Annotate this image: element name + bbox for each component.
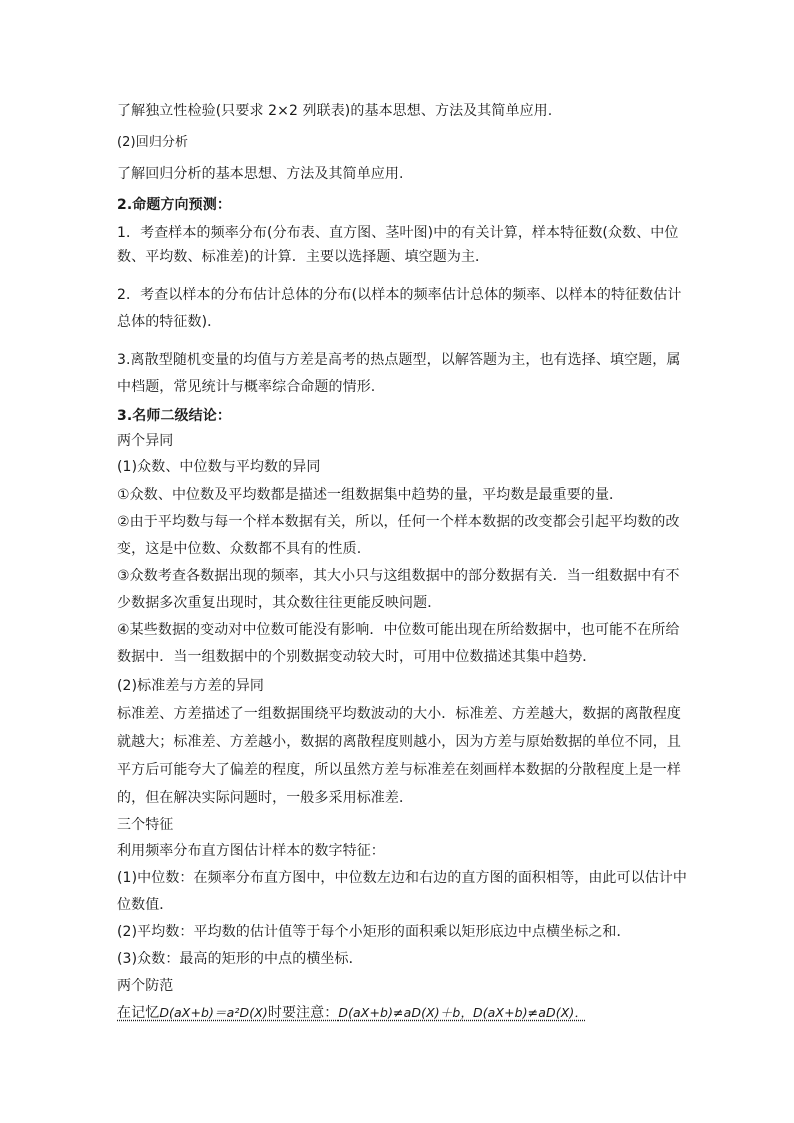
prediction-item-2-line-1: 2．考查以样本的分布估计总体的分布(以样本的频率估计总体的频率、以样本的特征数估计 [117, 287, 682, 303]
std-variance-line-4: 的，但在解决实际问题时，一般多采用标准差． [117, 790, 414, 806]
section-2-heading: 2.命题方向预测： [117, 197, 231, 213]
two-differences-title: 两个异同 [117, 433, 174, 449]
std-variance-line-2: 就越大；标准差、方差越小，数据的离散程度则越小，因为方差与原始数据的单位不同，且 [117, 734, 681, 750]
prediction-item-1-line-2: 数、平均数、标准差)的计算．主要以选择题、填空题为主． [117, 249, 490, 265]
point-4-line-2: 数据中．当一组数据中的个别数据变动较大时，可用中位数描述其集中趋势． [117, 649, 597, 665]
median-feature-line-2: 位数值． [117, 897, 174, 913]
three-features-title: 三个特征 [117, 817, 174, 833]
formula-prefix: 在记忆 [117, 1005, 160, 1021]
regression-subheading: (2)回归分析 [117, 135, 189, 150]
point-3-line-2: 少数据多次重复出现时，其众数往往更能反映问题． [117, 595, 442, 611]
point-4-line-1: ④某些数据的变动对中位数可能没有影响．中位数可能出现在所给数据中，也可能不在所给 [117, 622, 680, 638]
regression-line: 了解回归分析的基本思想、方法及其简单应用. [117, 166, 404, 182]
mode-median-mean-subheading: (1)众数、中位数与平均数的异同 [117, 459, 321, 475]
independence-test-line: 了解独立性检验(只要求 2×2 列联表)的基本思想、方法及其简单应用. [117, 103, 553, 119]
point-2-line-1: ②由于平均数与每一个样本数据有关，所以，任何一个样本数据的改变都会引起平均数的改 [117, 514, 680, 530]
std-variance-line-1: 标准差、方差描述了一组数据围绕平均数波动的大小．标准差、方差越大，数据的离散程度 [117, 706, 681, 722]
mean-feature-line: (2)平均数：平均数的估计值等于每个小矩形的面积乘以矩形底边中点横坐标之和． [117, 924, 631, 940]
prediction-item-1-line-1: 1．考查样本的频率分布(分布表、直方图、茎叶图)中的有关计算，样本特征数(众数、中位 [117, 225, 679, 241]
median-feature-line-1: (1)中位数：在频率分布直方图中，中位数左边和右边的直方图的面积相等，由此可以估计中 [117, 870, 688, 886]
std-variance-line-3: 平方后可能夸大了偏差的程度，所以虽然方差与标准差在刻画样本数据的分散程度上是一样 [117, 762, 681, 778]
section-3-heading: 3.名师二级结论： [117, 408, 231, 424]
prediction-item-3-line-1: 3.离散型随机变量的均值与方差是高考的热点题型，以解答题为主，也有选择、填空题，属 [117, 352, 681, 368]
two-precautions-title: 两个防范 [117, 978, 174, 994]
prediction-item-3-line-2: 中档题，常见统计与概率综合命题的情形. [117, 379, 376, 395]
point-3-line-1: ③众数考查各数据出现的频率，其大小只与这组数据中的部分数据有关．当一组数据中有不 [117, 568, 680, 584]
variance-formula: D(aX+b)＝a²D(X) [159, 1005, 268, 1020]
point-1-line: ①众数、中位数及平均数都是描述一组数据集中趋势的量，平均数是最重要的量． [117, 487, 624, 503]
mode-feature-line: (3)众数：最高的矩形的中点的横坐标． [117, 951, 363, 967]
variance-formula-line [117, 1003, 677, 1023]
histogram-features-intro: 利用频率分布直方图估计样本的数字特征： [117, 843, 385, 859]
std-variance-subheading: (2)标准差与方差的异同 [117, 678, 265, 694]
variance-caution-formula: D(aX+b)≠aD(X)＋b，D(aX+b)≠aD(X)． [338, 1005, 587, 1020]
prediction-item-2-line-2: 总体的特征数)． [117, 314, 222, 330]
point-2-line-2: 变，这是中位数、众数都不具有的性质. [117, 541, 362, 557]
formula-middle: 时要注意： [267, 1005, 339, 1021]
